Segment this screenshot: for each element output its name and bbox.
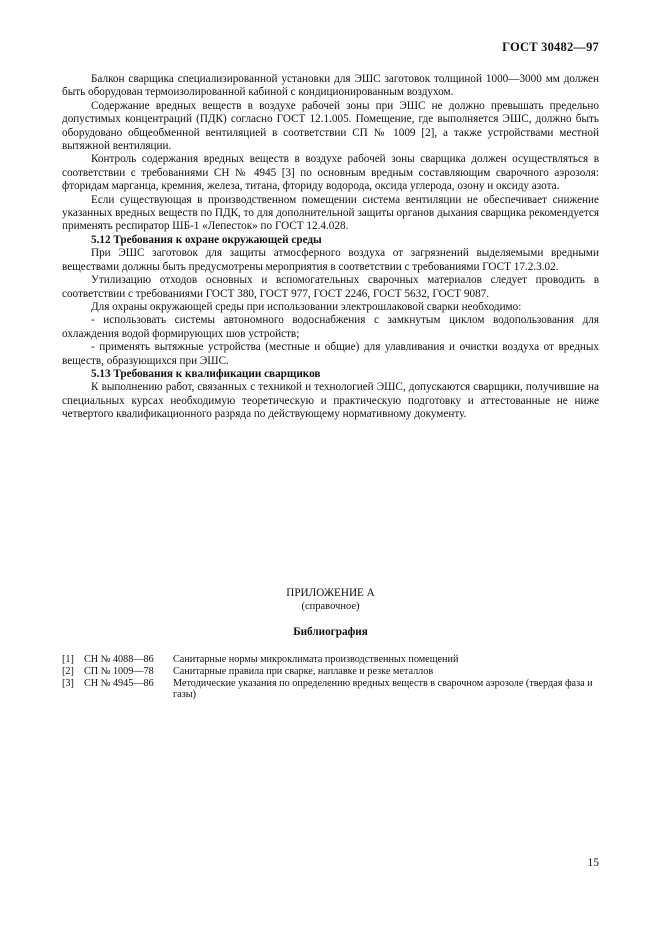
paragraph: - применять вытяжные устройства (местные и общие) для улавливания и очистки воздуха от вредных веществ, образующихся при ЭШС. (62, 341, 599, 367)
paragraph: Балкон сварщика специализированной установки для ЭШС заготовок толщиной 1000—3000 мм должен быть оборудован термоизолированной кабиной с кондиционированным воздухом. (62, 73, 599, 99)
ref-title: Санитарные правила при сварке, наплавке и резке металлов (173, 665, 434, 677)
bibliography-title: Библиография (293, 626, 368, 638)
paragraph: - использовать системы автономного водоснабжения с замкнутым циклом водопользования для охлаждения водой формирующих шов устройств; (62, 314, 599, 340)
section-heading-5-13: 5.13 Требования к квалификации сварщиков (91, 367, 321, 380)
ref-number: [3] (62, 677, 74, 689)
appendix-note: (справочное) (301, 601, 360, 612)
bibliography-item (62, 666, 599, 678)
paragraph: Для охраны окружающей среды при использовании электрошлаковой сварки необходимо: (91, 300, 522, 313)
ref-number: [1] (62, 654, 74, 665)
document-header: ГОСТ 30482—97 (502, 40, 599, 54)
paragraph: Утилизацию отходов основных и вспомогательных сварочных материалов следует проводить в соответствии с требованиями ГОСТ 380, ГОСТ 977, ГОСТ 2246, ГОСТ 5632, ГОСТ 9087. (62, 274, 599, 300)
appendix-title: ПРИЛОЖЕНИЕ А (286, 587, 375, 599)
ref-code: СН № 4088—86 (84, 654, 154, 665)
ref-number: [2] (62, 665, 74, 677)
paragraph: При ЭШС заготовок для защиты атмосферного воздуха от загрязнений выделяемыми вредными веществами должны быть предусмотрены мероприятия в соответствии с требованиями ГОСТ 17.2.3.02. (62, 247, 599, 273)
paragraph: К выполнению работ, связанных с техникой и технологией ЭШС, допускаются сварщики, получившие на специальных курсах необходимую теоретическую и практическую подготовку и аттестованные не ниже четвертого квалификационного разряда по действующему нормативному документу. (62, 381, 599, 421)
bibliography-item (62, 678, 599, 702)
page-number: 15 (587, 857, 599, 869)
section-heading-5-12: 5.12 Требования к охране окружающей среды (91, 233, 322, 246)
ref-title: Методические указания по определению вредных веществ в сварочном аэрозоле (твердая фаза и газы) (173, 677, 593, 701)
bibliography-list (62, 654, 599, 701)
document-body (62, 73, 599, 422)
paragraph: Содержание вредных веществ в воздухе рабочей зоны при ЭШС не должно превышать предельно допустимых концентраций (ПДК) согласно ГОСТ 12.1.005. Помещение, где выполняется ЭШС, должно быть оборудовано общеобменной вентиляцией в соответствии СП № 1009 [2], а также устройствами местной вытяжной вентиляции. (62, 99, 599, 153)
bibliography-item (62, 654, 599, 666)
ref-title: Санитарные нормы микроклимата производственных помещений (173, 654, 459, 665)
paragraph: Если существующая в производственном помещении система вентиляции не обеспечивает снижение указанных вредных веществ по ПДК, то для дополнительной защиты органов дыхания сварщика рекомендуется применять респиратор ШБ-1 «Лепесток» по ГОСТ 12.4.028. (62, 193, 599, 233)
ref-code: СН № 4945—86 (84, 677, 154, 689)
paragraph: Контроль содержания вредных веществ в воздухе рабочей зоны сварщика должен осуществляться в соответствии с требованиями СН № 4945 [3] по основным вредным составляющим сварочного аэрозоля: фторидам марганца, кремния, железа, титана, фториду водорода, оксида углерода, озону и оксиду азота. (62, 153, 599, 193)
ref-code: СП № 1009—78 (84, 665, 154, 677)
appendix-heading (62, 587, 599, 639)
